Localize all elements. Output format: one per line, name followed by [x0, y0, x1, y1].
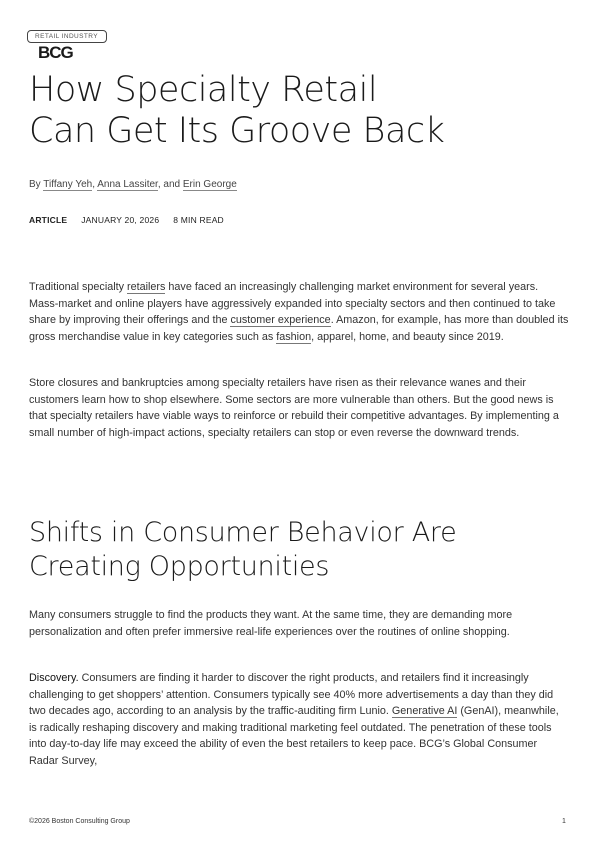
- byline-prefix: By: [29, 179, 44, 190]
- link-generative-ai[interactable]: Generative AI: [391, 705, 458, 718]
- text-run: . Amazon, for example, has more than doubled its gross merchandise value in key categories such as: [29, 314, 569, 343]
- text-run: Traditional specialty: [29, 281, 128, 293]
- paragraph-consumers: Many consumers struggle to find the products they want. At the same time, they are demanding more personalization and often prefer immersive real-life experiences over the routines of online shopping.: [29, 609, 513, 638]
- discovery-lead: Discovery.: [29, 672, 79, 684]
- page-number: 1: [562, 818, 566, 825]
- text-run: have faced an increasingly challenging market environment for several years. Mass-market and online players have aggressively expanded into specialty sectors and then continued to take share by improving their offerings and the: [29, 281, 556, 327]
- title-line-1: How Specialty Retail: [29, 70, 378, 110]
- text-run: Consumers are finding it harder to discover the right products, and retailers find it increasingly challenging to get shoppers’ attention. Consumers typically see 40% more advertisements a day than they did two decades ago, according to an analysis by the traffic-auditing firm Lunio.: [29, 672, 554, 718]
- footer-copyright: ©2026 Boston Consulting Group: [29, 818, 130, 825]
- industry-tag[interactable]: RETAIL INDUSTRY: [27, 30, 107, 43]
- author-link-tiffany-yeh[interactable]: Tiffany Yeh: [43, 179, 93, 190]
- link-customer-experience[interactable]: customer experience: [230, 314, 331, 327]
- link-fashion[interactable]: fashion: [276, 330, 312, 343]
- link-retailers[interactable]: retailers: [127, 281, 166, 293]
- byline: [29, 178, 237, 192]
- title-line-2: Can Get Its Groove Back: [29, 111, 445, 151]
- section-heading: [29, 516, 569, 584]
- read-time: 8 MIN READ: [173, 215, 224, 225]
- bcg-logo: BCG: [38, 43, 73, 62]
- text-run: (GenAI), meanwhile, is radically reshaping discovery and making traditional marketing feel outdated. The penetration of these tools into day-to-day life may exceed the ability of even the best retailers to keep pace. BCG’s Global Consumer Radar Survey,: [29, 705, 559, 767]
- article-meta: [29, 214, 224, 226]
- section-heading-line-1: Shifts in Consumer Behavior Are: [29, 517, 457, 548]
- paragraph-intro: [29, 279, 569, 345]
- article-type: ARTICLE: [29, 215, 68, 225]
- author-link-erin-george[interactable]: Erin George: [182, 179, 237, 190]
- text-run: , apparel, home, and beauty since 2019.: [311, 330, 504, 343]
- article-title: [29, 70, 569, 152]
- article-date: JANUARY 20, 2026: [81, 215, 160, 225]
- author-link-anna-lassiter[interactable]: Anna Lassiter: [97, 179, 158, 190]
- paragraph-closures: Store closures and bankruptcies among specialty retailers have risen as their relevance wanes and their customers learn how to shop elsewhere. Some sectors are more vulnerable than others. But the good news is that specialty retailers have viable ways to reinforce or rebuild their competitive advantages. By implementing a small number of high-impact actions, specialty retailers can stop or even reverse the downward trends.: [29, 377, 559, 439]
- section-heading-line-2: Creating Opportunities: [29, 551, 330, 582]
- byline-separator: , and: [157, 179, 183, 190]
- byline-separator: ,: [92, 179, 98, 190]
- paragraph-discovery: [29, 670, 569, 770]
